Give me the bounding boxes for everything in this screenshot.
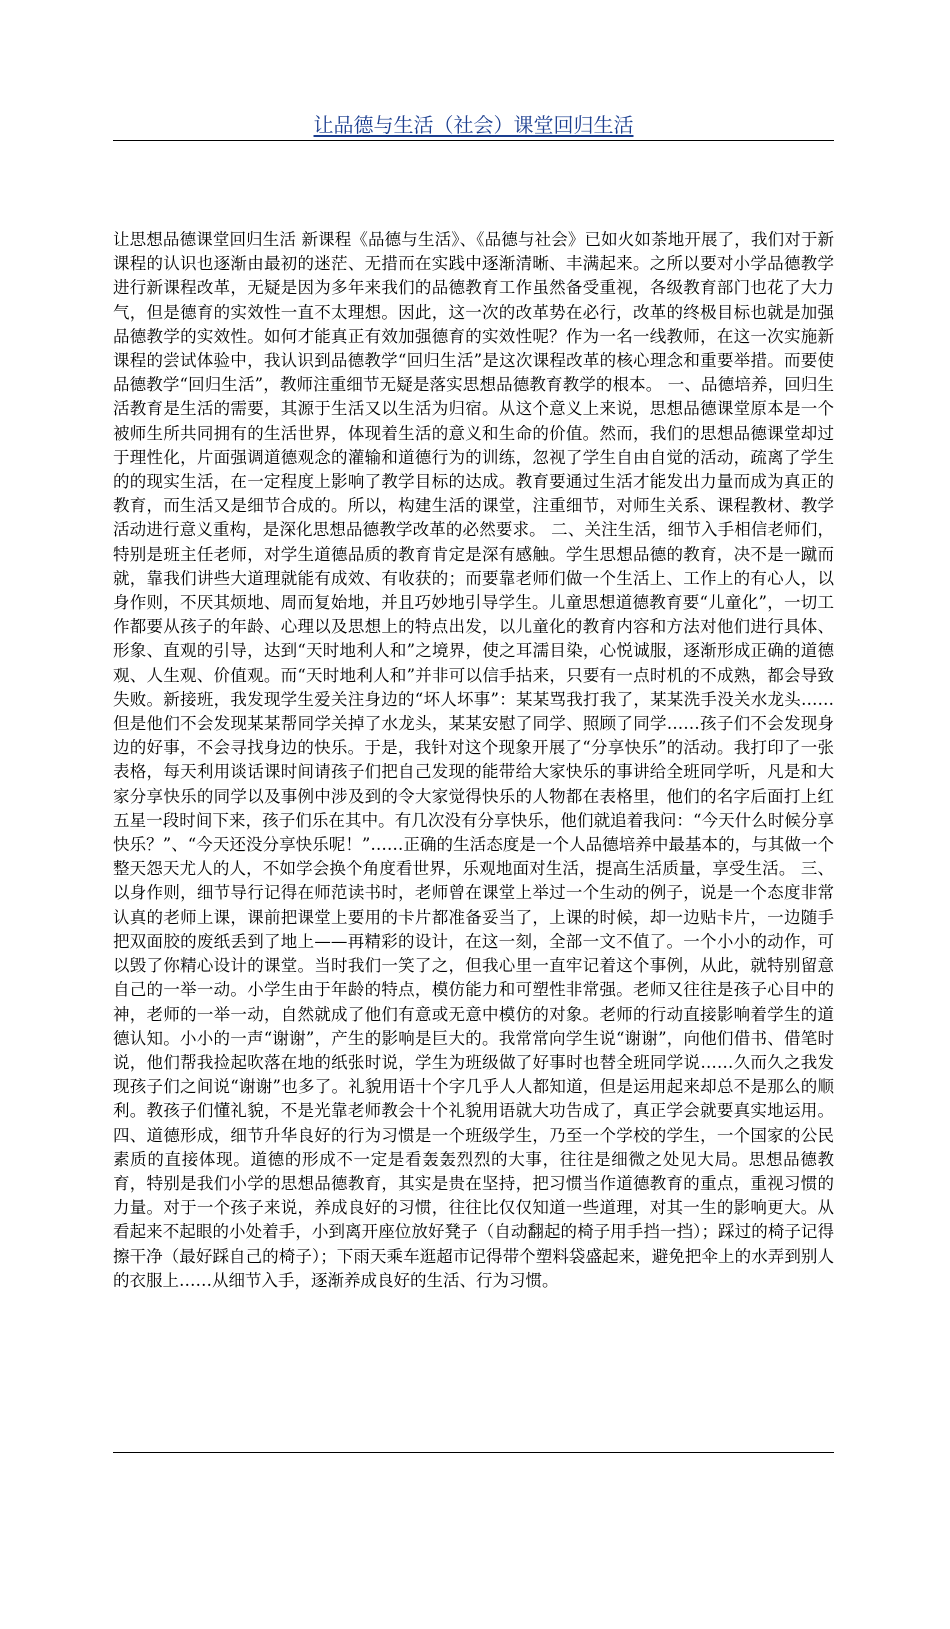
document-body: 让思想品德课堂回归生活 新课程《品德与生活》、《品德与社会》已如火如荼地开展了，我们对于新课程的认识也逐渐由最初的迷茫、无措而在实践中逐渐清晰、丰满起来。之所以要对小学品德教学进行新课程改革，无疑是因为多年来我们的品德教育工作虽然备受重视，各级教育部门也花了大力气，但是德育的实效性一直不太理想。因此，这一次的改革势在必行，改革的终极目标也就是加强品德教学的实效性。如何才能真正有效加强德育的实效性呢？作为一名一线教师，在这一次实施新课程的尝试体验中，我认识到品德教学“回归生活”是这次课程改革的核心理念和重要举措。而要使品德教学“回归生活”，教师注重细节无疑是落实思想品德教育教学的根本。 一、品德培养，回归生活教育是生活的需要，其源于生活又以生活为归宿。从这个意义上来说，思想品德课堂原本是一个被师生所共同拥有的生活世界，体现着生活的意义和生命的价值。然而，我们的思想品德课堂却过于理性化，片面强调道德观念的灌输和道德行为的训练，忽视了学生自由自觉的活动，疏离了学生的的现实生活，在一定程度上影响了教学目标的达成。教育要通过生活才能发出力量而成为真正的教育，而生活又是细节合成的。所以，构建生活的课堂，注重细节，对师生关系、课程教材、教学活动进行意义重构，是深化思想品德教学改革的必然要求。 二、关注生活，细节入手相信老师们，特别是班主任老师，对学生道德品质的教育肯定是深有感触。学生思想品德的教育，决不是一蹴而就，靠我们讲些大道理就能有成效、有收获的；而要靠老师们做一个生活上、工作上的有心人，以身作则，不厌其烦地、周而复始地，并且巧妙地引导学生。儿童思想道德教育要“儿童化”，一切工作都要从孩子的年龄、心理以及思想上的特点出发，以儿童化的教育内容和方法对他们进行具体、形象、直观的引导，达到“天时地利人和”之境界，使之耳濡目染，心悦诚服，逐渐形成正确的道德观、人生观、价值观。而“天时地利人和”并非可以信手拈来，只要有一点时机的不成熟，都会导致失败。新接班，我发现学生爱关注身边的“坏人坏事”：某某骂我打我了，某某洗手没关水龙头……但是他们不会发现某某帮同学关掉了水龙头，某某安慰了同学、照顾了同学……孩子们不会发现身边的好事，不会寻找身边的快乐。于是，我针对这个现象开展了“分享快乐”的活动。我打印了一张表格，每天利用谈话课时间请孩子们把自己发现的能带给大家快乐的事讲给全班同学听，凡是和大家分享快乐的同学以及事例中涉及到的令大家觉得快乐的人物都在表格里，他们的名字后面打上红五星一段时间下来，孩子们乐在其中。有几次没有分享快乐，他们就追着我问：“今天什么时候分享快乐？”、“今天还没分享快乐呢！”……正确的生活态度是一个人品德培养中最基本的，与其做一个整天怨天尤人的人，不如学会换个角度看世界，乐观地面对生活，提高生活质量，享受生活。 三、以身作则，细节导行记得在师范读书时，老师曾在课堂上举过一个生动的例子，说是一个态度非常认真的老师上课，课前把课堂上要用的卡片都准备妥当了，上课的时候，却一边贴卡片，一边随手把双面胶的废纸丢到了地上——再精彩的设计，在这一刻，全部一文不值了。一个小小的动作，可以毁了你精心设计的课堂。当时我们一笑了之，但我心里一直牢记着这个事例，从此，就特别留意自己的一举一动。小学生由于年龄的特点，模仿能力和可塑性非常强。老师又往往是孩子心目中的神，老师的一举一动，自然就成了他们有意或无意中模仿的对象。老师的行动直接影响着学生的道德认知。小小的一声“谢谢”，产生的影响是巨大的。我常常向学生说“谢谢”，向他们借书、借笔时说，他们帮我捡起吹落在地的纸张时说，学生为班级做了好事时也替全班同学说……久而久之我发现孩子们之间说“谢谢”也多了。礼貌用语十个字几乎人人都知道，但是运用起来却总不是那么的顺利。教孩子们懂礼貌，不是光靠老师教会十个礼貌用语就大功告成了，真正学会就要真实地运用。四、道德形成，细节升华良好的行为习惯是一个班级学生，乃至一个学校的学生，一个国家的公民素质的直接体现。道德的形成不一定是看轰轰烈烈的大事，往往是细微之处见大局。思想品德教育，特别是我们小学的思想品德教育，其实是贵在坚持，把习惯当作道德教育的重点，重视习惯的力量。对于一个孩子来说，养成良好的习惯，往往比仅仅知道一些道理，对其一生的影响更大。从看起来不起眼的小处着手，小到离开座位放好凳子（自动翻起的椅子用手挡一挡）；踩过的椅子记得擦干净（最好踩自己的椅子）；下雨天乘车逛超市记得带个塑料袋盛起来，避免把伞上的水弄到别人的衣服上……从细节入手，逐渐养成良好的生活、行为习惯。 bbox=[113, 230, 834, 1290]
document-title: 让品德与生活（社会）课堂回归生活 bbox=[313, 113, 634, 137]
footer-rule bbox=[113, 1452, 834, 1453]
title-rule bbox=[113, 140, 834, 141]
title-container bbox=[113, 112, 834, 138]
